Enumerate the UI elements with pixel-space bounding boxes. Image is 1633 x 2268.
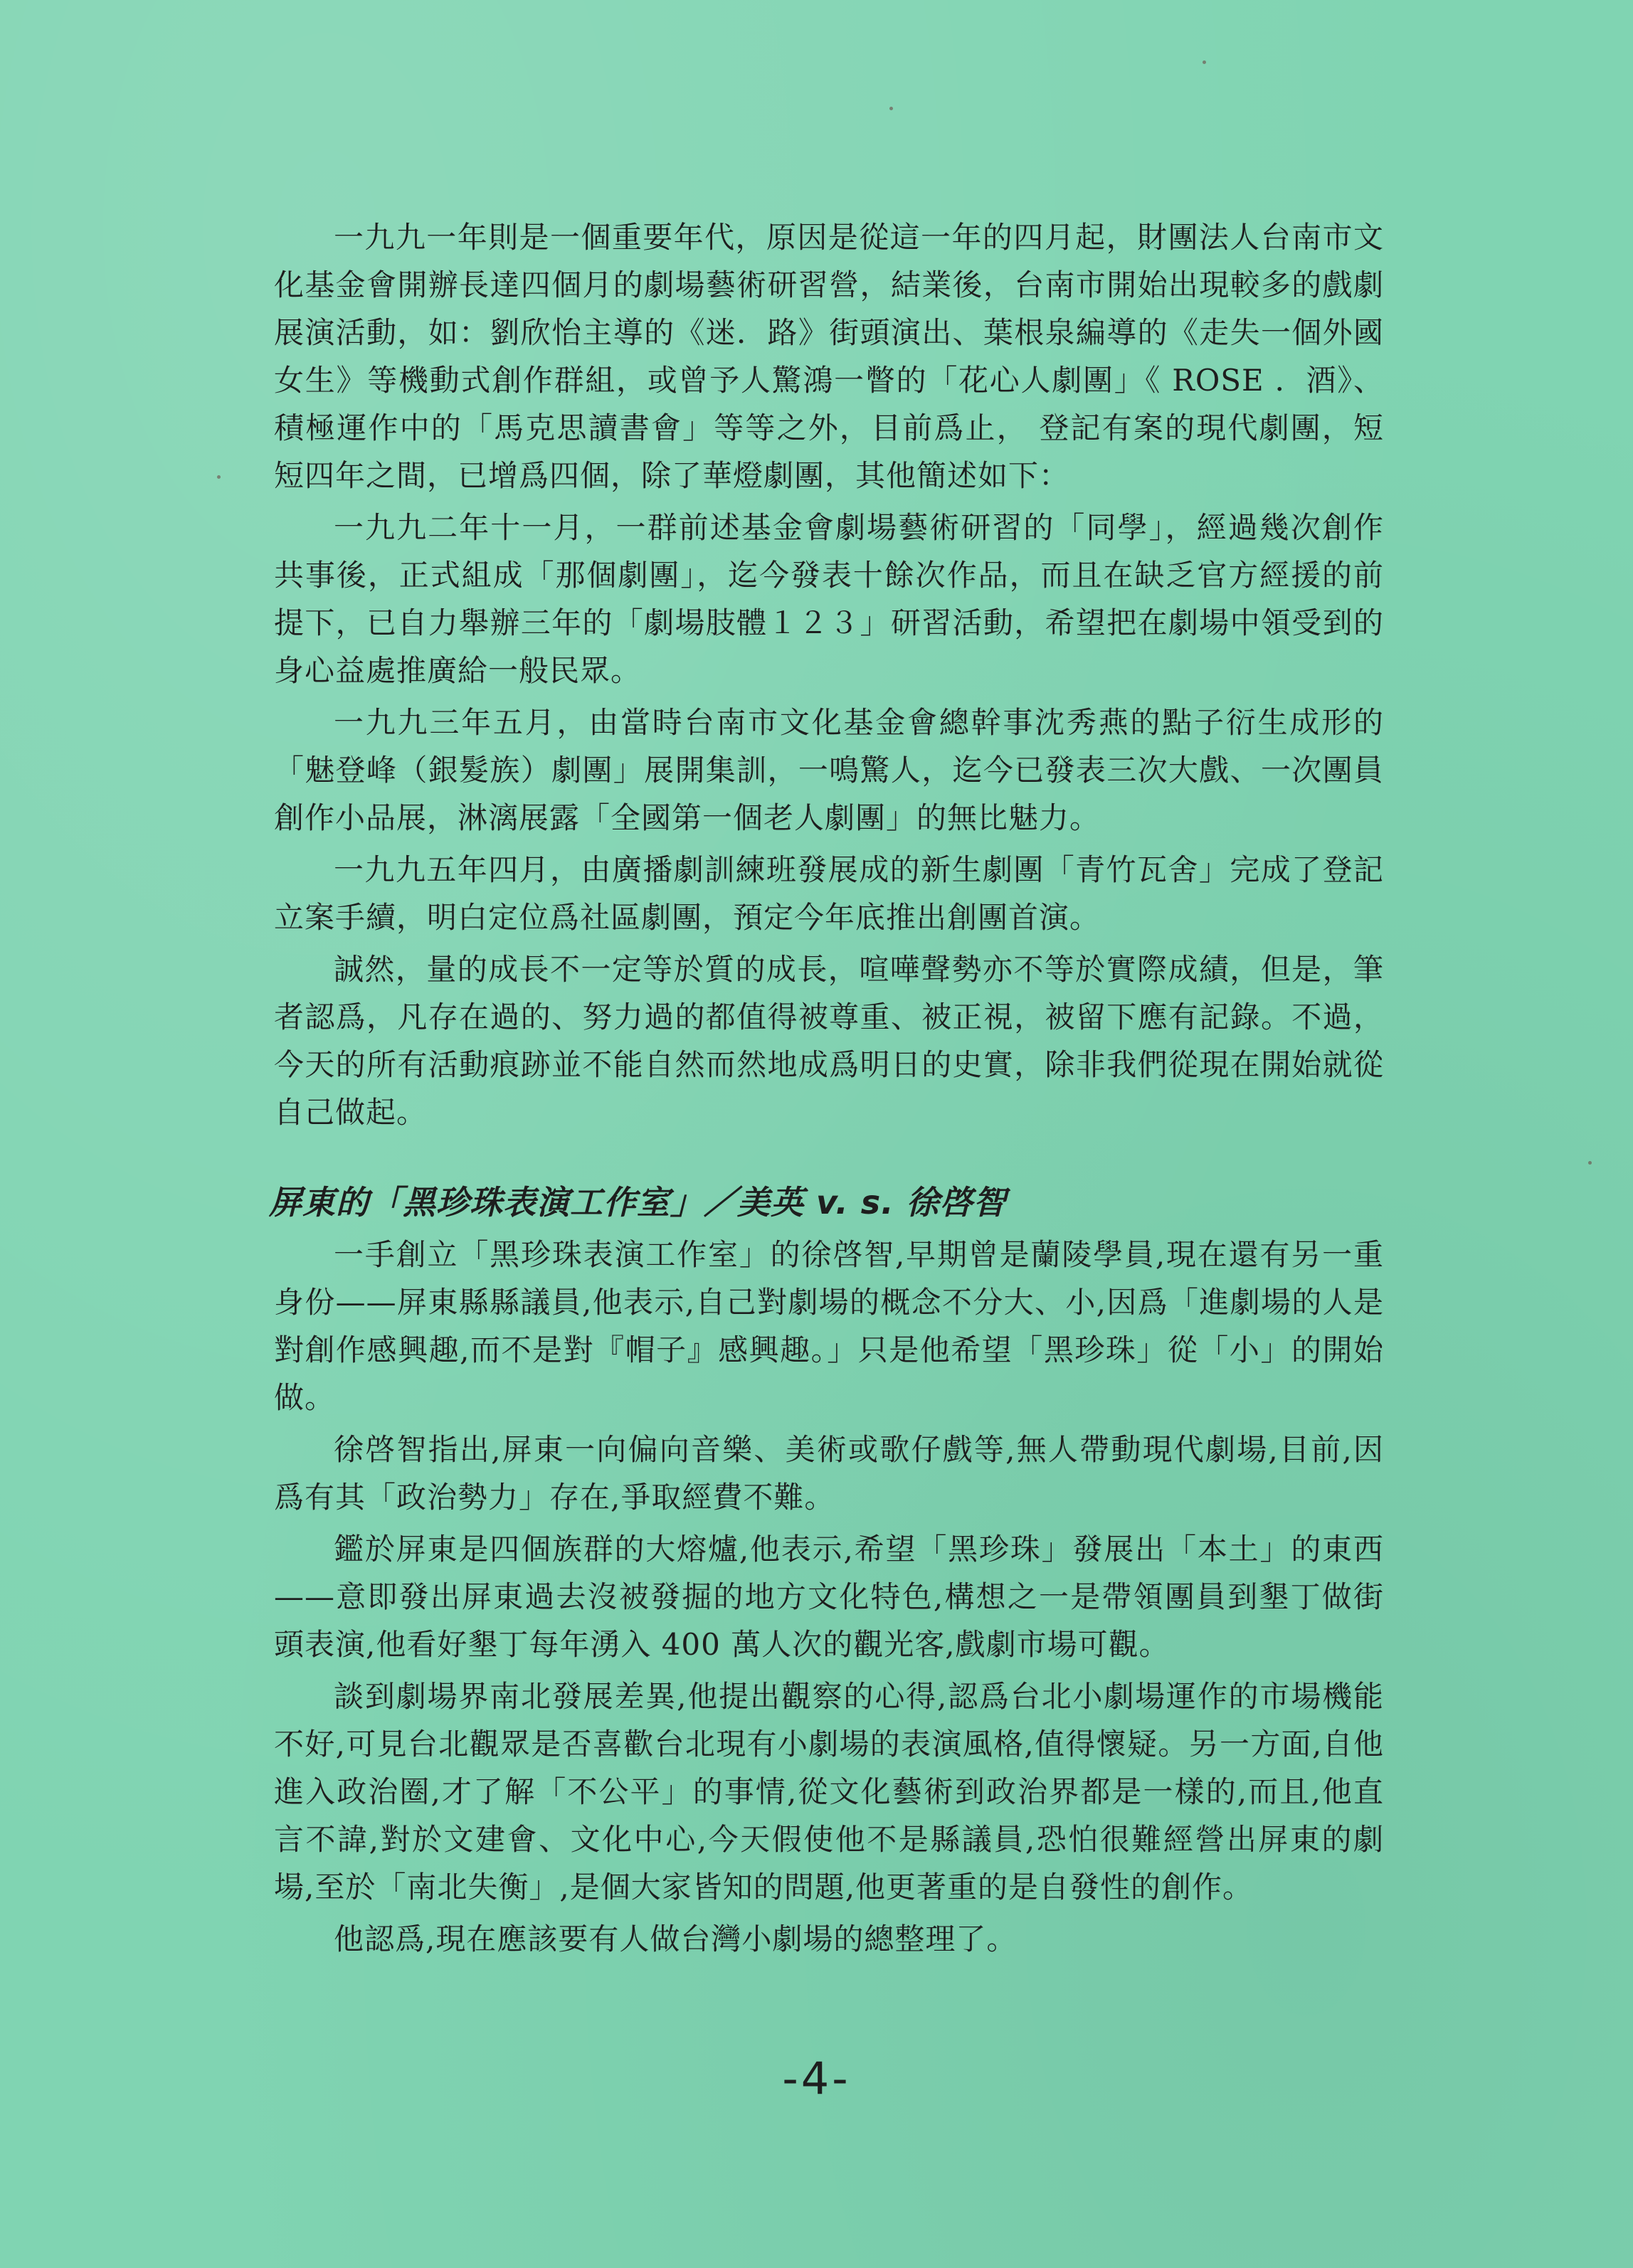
paper-speck (1203, 60, 1206, 64)
article-body-top (274, 213, 1384, 1136)
paragraph-local-culture: 鑑於屏東是四個族群的大熔爐,他表示,希望「黑珍珠」發展出「本土」的東西——意即發出屏東過去沒被發掘的地方文化特色,構想之一是帶領團員到墾丁做街頭表演,他看好墾丁每年湧入 400 萬人次的觀光客,戲劇市場可觀。 (274, 1532, 1384, 1662)
paragraph-1991: 一九九一年則是一個重要年代，原因是從這一年的四月起，財團法人台南市文化基金會開辦長達四個月的劇場藝術研習營，結業後，台南市開始出現較多的戲劇展演活動，如：劉欣怡主導的《迷．路》街頭演出、葉根泉編導的《走失一個外國女生》等機動式創作群組，或曾予人驚鴻一瞥的「花心人劇團」《 ROSE ．酒》、積極運作中的「馬克思讀書會」等等之外，目前爲止， 登記有案的現代劇團，短短四年之間，已增爲四個，除了華燈劇團，其他簡述如下： (274, 220, 1384, 493)
paper-speck (1588, 1161, 1592, 1165)
section-heading: 屏東的「黑珍珠表演工作室」／美英 v. s. 徐啓智 (269, 1183, 1007, 1222)
paper-speck (217, 475, 221, 479)
paragraph-1993: 一九九三年五月，由當時台南市文化基金會總幹事沈秀燕的點子衍生成形的「魅登峰（銀髮族）劇團」展開集訓，一鳴驚人，迄今已發表三次大戲、一次團員創作小品展，淋漓展露「全國第一個老人劇團」的無比魅力。 (274, 705, 1384, 835)
paragraph-conclusion: 誠然，量的成長不一定等於質的成長，喧嘩聲勢亦不等於實際成績，但是，筆者認爲，凡存在過的、努力過的都值得被尊重、被正視，被留下應有記錄。不過，今天的所有活動痕跡並不能自然而然地成爲明日的史實，除非我們從現在開始就從自己做起。 (274, 952, 1384, 1130)
paragraph-north-south: 談到劇場界南北發展差異,他提出觀察的心得,認爲台北小劇場運作的市場機能不好,可見台北觀眾是否喜歡台北現有小劇場的表演風格,值得懷疑。另一方面,自他進入政治圈,才了解「不公平」的事情,從文化藝術到政治界都是一樣的,而且,他直言不諱,對於文建會、文化中心,今天假使他不是縣議員,恐怕很難經營出屏東的劇場,至於「南北失衡」,是個大家皆知的問題,他更著重的是自發性的創作。 (274, 1679, 1384, 1904)
paragraph-1995: 一九九五年四月，由廣播劇訓練班發展成的新生劇團「青竹瓦舍」完成了登記立案手續，明白定位爲社區劇團，預定今年底推出創團首演。 (274, 852, 1384, 935)
article-body-bottom (274, 1231, 1384, 1963)
paragraph-final: 他認爲,現在應該要有人做台灣小劇場的總整理了。 (334, 1922, 1018, 1956)
page-number: -4- (782, 2052, 851, 2104)
paragraph-1992: 一九九二年十一月，一群前述基金會劇場藝術研習的「同學」，經過幾次創作共事後，正式組成「那個劇團」，迄今發表十餘次作品，而且在缺乏官方經援的前提下，已自力舉辦三年的「劇場肢體１２３」研習活動，希望把在劇場中領受到的身心益處推廣給一般民眾。 (274, 510, 1384, 688)
paragraph-pingtung-scene: 徐啓智指出,屏東一向偏向音樂、美術或歌仔戲等,無人帶動現代劇場,目前,因爲有其「政治勢力」存在,爭取經費不難。 (274, 1432, 1384, 1515)
paper-speck (889, 107, 893, 110)
paragraph-founder: 一手創立「黑珍珠表演工作室」的徐啓智,早期曾是蘭陵學員,現在還有另一重身份——屏東縣縣議員,他表示,自己對劇場的概念不分大、小,因爲「進劇場的人是對創作感興趣,而不是對『帽子』感興趣。」只是他希望「黑珍珠」從「小」的開始做。 (274, 1237, 1385, 1415)
